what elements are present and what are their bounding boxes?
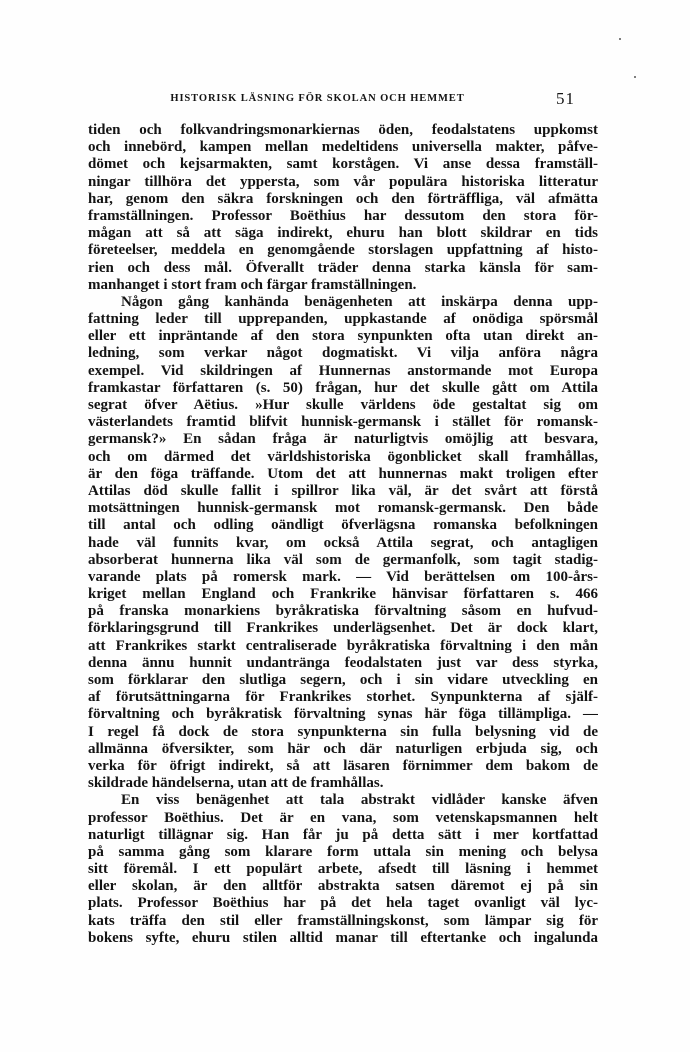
text-line: på samma gång som klarare form uttala sin mening och belysa <box>88 843 598 860</box>
paragraph <box>88 294 598 792</box>
text-line: är den föga träffande. Utom det att hunnernas makt troligen efter <box>88 465 598 482</box>
text-line: kats träffa den stil eller framställningskonst, som lämpar sig för <box>88 912 598 929</box>
text-line: hade väl funnits kvar, om också Attila segrat, och antagligen <box>88 534 598 551</box>
text-line: ledning, som verkar något dogmatiskt. Vi vilja anföra några <box>88 345 598 362</box>
text-line: exempel. Vid skildringen af Hunnernas anstormande mot Europa <box>88 362 598 379</box>
text-line: Attilas död skulle fallit i spillror lika väl, är det svårt att förstå <box>88 482 598 499</box>
text-line: ningar tillhöra det yppersta, som vår populära historiska litteratur <box>88 173 598 190</box>
text-line: företeelser, meddela en genomgående storslagen uppfattning af histo- <box>88 242 598 259</box>
text-line: dömet och kejsarmakten, samt korstågen. Vi anse dessa framställ- <box>88 156 598 173</box>
text-line: professor Boëthius. Det är en vana, som vetenskapsmannen helt <box>88 809 598 826</box>
text-line: af förutsättningarna för Frankrikes storhet. Synpunkterna af själf- <box>88 689 598 706</box>
text-line: segrat öfver Aëtius. »Hur skulle världens öde gestaltat sig om <box>88 397 598 413</box>
text-line: till antal och odling oändligt öfverlägsna romanska befolkningen <box>88 517 598 534</box>
text-line: bokens syfte, ehuru stilen alltid manar till eftertanke och ingalunda <box>88 929 598 946</box>
paragraph <box>88 792 598 947</box>
text-line: allmänna öfversikter, som här och där naturligen erbjuda sig, och <box>88 740 598 757</box>
text-line: eller ett inpräntande af den stora synpunkten ofta utan direkt an- <box>88 328 598 345</box>
text-line: germansk?» En sådan fråga är naturligtvis omöjlig att besvara, <box>88 431 598 448</box>
text-line: fattning leder till upprepanden, uppkastande af onödiga spörsmål <box>88 311 598 328</box>
text-line: naturligt tillägnar sig. Han får ju på detta sätt i mer kortfattad <box>88 826 598 843</box>
running-head: HISTORISK LÄSNING FÖR SKOLAN OCH HEMMET <box>170 93 465 104</box>
scan-speck <box>634 76 636 78</box>
page-number: 51 <box>556 89 575 108</box>
text-line: verka för öfrigt indirekt, så att läsaren förnimmer dem bakom de <box>88 757 598 774</box>
text-line: framkastar författaren (s. 50) frågan, hur det skulle gått om Attila <box>88 379 598 396</box>
text-line: manhanget i stort fram och färgar framställningen. <box>88 276 417 293</box>
text-line: motsättningen hunnisk-germansk mot romansk-germansk. Den både <box>88 500 598 517</box>
text-line: och om därmed det världshistoriska ögonblicket skall framhållas, <box>88 448 598 465</box>
text-line: plats. Professor Boëthius har på det hela taget ovanligt väl lyc- <box>88 895 598 912</box>
text-line: har, genom den säkra forskningen och den förträffliga, väl afmätta <box>88 190 598 207</box>
text-line: tiden och folkvandringsmonarkiernas öden, feodalstatens uppkomst <box>88 122 598 138</box>
paragraph <box>88 122 598 294</box>
text-line: En viss benägenhet att tala abstrakt vidlåder kanske äfven <box>121 792 598 809</box>
text-line: framställningen. Professor Boëthius har dessutom den stora för- <box>88 207 598 224</box>
text-line: som förklarar den slutliga segern, och i sin vidare utveckling en <box>88 672 598 688</box>
text-line: och innebörd, kampen mellan medeltidens universella makter, påfve- <box>88 139 598 156</box>
text-line: varande plats på romersk mark. — Vid berättelsen om 100-års- <box>88 568 598 585</box>
scan-speck <box>619 38 621 40</box>
body-text <box>88 122 598 947</box>
text-line: mågan att så att säga indirekt, ehuru han blott skildrar en tids <box>88 225 598 242</box>
text-line: absorberat hunnerna lika väl som de germanfolk, som tagit stadig- <box>88 551 598 568</box>
text-line: förvaltning och byråkratisk förvaltning synas här föga tillämpliga. — <box>88 706 598 723</box>
text-line: skildrade händelserna, utan att de framhållas. <box>88 775 384 792</box>
text-line: sitt föremål. I ett populärt arbete, afsedt till läsning i hemmet <box>88 861 598 878</box>
text-line: att Frankrikes starkt centraliserade byråkratiska förvaltning i den mån <box>88 637 598 654</box>
text-line: eller skolan, är den alltför abstrakta satsen däremot ej på sin <box>88 878 598 895</box>
text-line: rien och dess mål. Öfverallt träder denna starka känsla för sam- <box>88 259 598 276</box>
text-line: Någon gång kanhända benägenheten att inskärpa denna upp- <box>121 293 598 310</box>
text-line: på franska monarkiens byråkratiska förvaltning såsom en hufvud- <box>88 603 598 620</box>
text-line: denna ännu hunnit undantränga feodalstaten just var dess styrka, <box>88 654 598 671</box>
text-line: förklaringsgrund till Frankrikes underlägsenhet. Det är dock klart, <box>88 620 598 637</box>
text-line: västerlandets framtid blifvit hunnisk-germansk i stället för romansk- <box>88 414 598 431</box>
text-line: I regel få dock de stora synpunkterna sin fulla belysning vid de <box>88 723 598 740</box>
text-line: kriget mellan England och Frankrike hänvisar författaren s. 466 <box>88 586 598 603</box>
